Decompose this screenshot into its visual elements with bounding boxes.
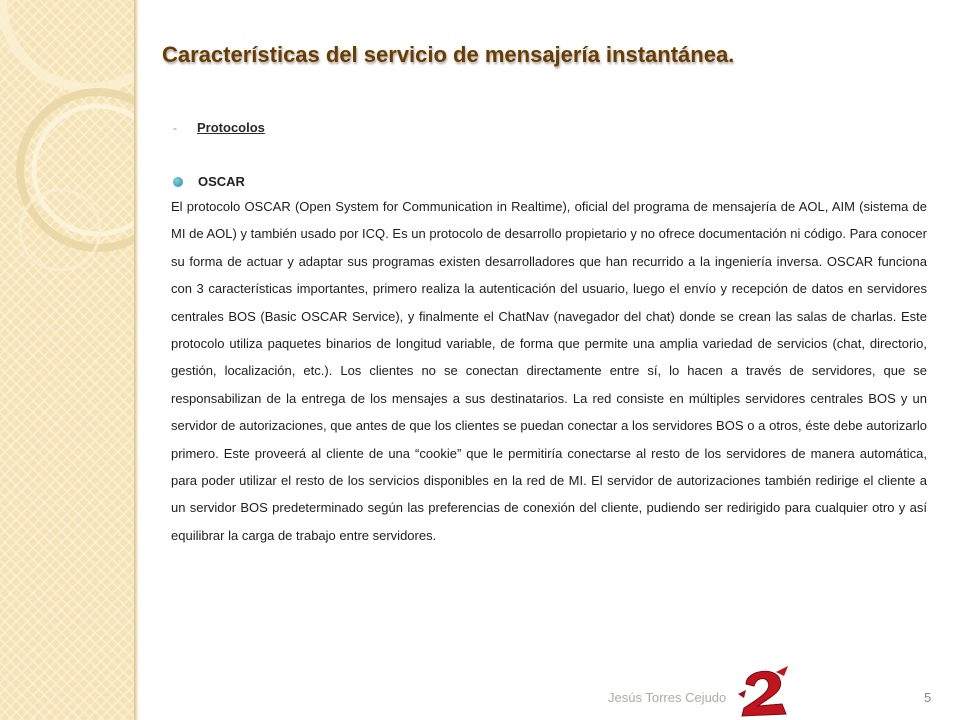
decorative-circles bbox=[0, 0, 134, 720]
section-heading bbox=[173, 120, 265, 135]
body-paragraph: El protocolo OSCAR (Open System for Communication in Realtime), oficial del programa de mensajería de AOL, AIM (sistema de MI de AOL) y también usado por ICQ. Es un protocolo de desarrollo propietario y no ofrece documentación ni código. Para conocer su forma de actuar y adaptar sus programas existen desarrolladores que han recurrido a la ingeniería inversa. OSCAR funciona con 3 características importantes, primero realiza la autenticación del usuario, luego el envío y recepción de datos en servidores centrales BOS (Basic OSCAR Service), y finalmente el ChatNav (navegador del chat) donde se crean las salas de charlas. Este protocolo utiliza paquetes binarios de longitud variable, de forma que permite una amplia variedad de servicios (chat, directorio, gestión, localización, etc.). Los clientes no se conectan directamente entre sí, lo hacen a través de servidores, que se responsabilizan de la entrega de los mensajes a sus destinatarios. La red consiste en múltiples servidores centrales BOS y un servidor de autorizaciones, que antes de que los clientes se puedan conectar a los servidores BOS o a otros, éste debe autorizarlo primero. Este proveerá al cliente de una “cookie” que le permitiría conectarse al resto de los servidores de manera automática, para poder utilizar el resto de los servicios disponibles en la red de MI. El servidor de autorizaciones también redirige el cliente a un servidor BOS predeterminado según las preferencias de conexión del cliente, pudiendo ser redirigido para cualquier otro y así equilibrar la carga de trabajo entre servidores. bbox=[171, 199, 927, 543]
bullet-heading: OSCAR bbox=[198, 174, 245, 189]
bullet-icon bbox=[173, 177, 183, 187]
section-marker: - bbox=[173, 120, 177, 135]
bullet-item-oscar bbox=[173, 174, 245, 189]
footer-author: Jesús Torres Cejudo bbox=[608, 690, 727, 705]
panel-edge bbox=[134, 0, 138, 720]
page-number: 5 bbox=[924, 690, 932, 705]
section-heading-label: Protocolos bbox=[197, 120, 265, 135]
dragon-logo-icon bbox=[732, 664, 796, 720]
decorative-side-panel bbox=[0, 0, 134, 720]
slide-title: Características del servicio de mensajería instantánea. bbox=[162, 42, 735, 67]
